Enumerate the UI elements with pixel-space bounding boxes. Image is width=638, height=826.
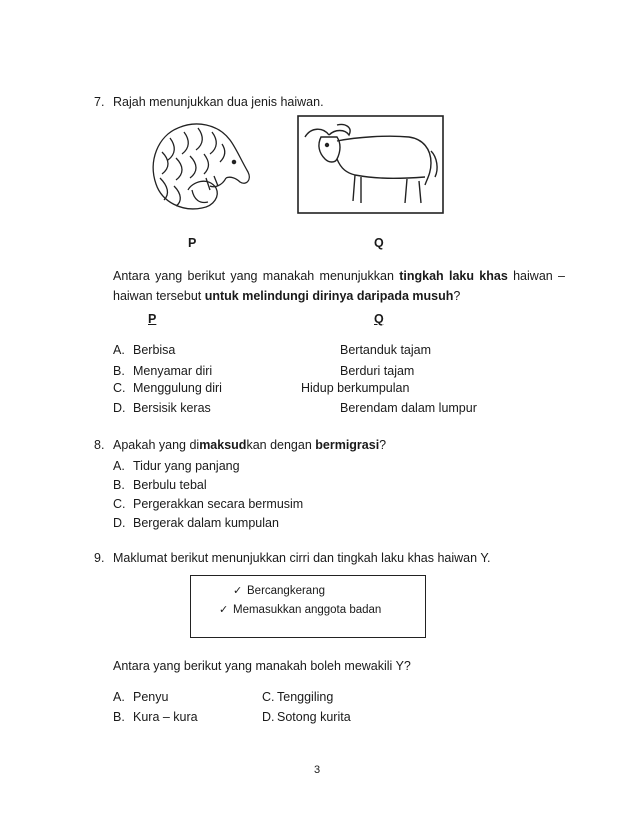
info-box-item-text: Memasukkan anggota badan [233, 604, 382, 616]
q8-stem-part: Apakah yang di [113, 438, 200, 452]
q7-instruction-bold: untuk melindungi dirinya daripada musuh [204, 289, 454, 303]
option-q-text: Berendam dalam lumpur [340, 401, 477, 415]
q7-instruction-part: ? [453, 289, 461, 303]
q8-stem [113, 437, 386, 453]
label-p: P [188, 236, 197, 250]
option-letter: B. [113, 710, 125, 724]
checkmark-icon: ✓ [233, 585, 243, 597]
option-letter: A. [113, 690, 125, 704]
option-letter: D. [262, 710, 275, 724]
option-letter: B. [113, 364, 125, 378]
info-box-item [233, 584, 325, 598]
option-q-text: Berduri tajam [340, 364, 415, 378]
q9-question: Antara yang berikut yang manakah boleh mewakili Y? [113, 659, 411, 673]
option-text: Sotong kurita [277, 710, 351, 724]
q8-stem-part: kan dengan [246, 438, 316, 452]
option-text: Penyu [133, 690, 169, 704]
option-text: Kura – kura [133, 710, 198, 724]
q8-stem-bold: bermigrasi [315, 438, 380, 452]
q7-instruction-part: Antara yang berikut yang manakah menunjukkan [113, 269, 400, 283]
option-letter: D. [113, 516, 126, 530]
col-header-p: P [148, 312, 157, 326]
option-letter: A. [113, 459, 125, 473]
buffalo-illustration [297, 115, 445, 215]
option-letter: D. [113, 401, 126, 415]
q7-number: 7. [94, 95, 105, 109]
option-letter: C. [113, 497, 126, 511]
info-box-item-text: Bercangkerang [247, 585, 325, 597]
option-q-text: Hidup berkumpulan [301, 381, 410, 395]
option-letter: B. [113, 478, 125, 492]
option-letter: C. [113, 381, 126, 395]
pangolin-illustration [148, 116, 256, 216]
option-p-text: Bersisik keras [133, 401, 211, 415]
info-box [190, 575, 426, 638]
option-text: Tenggiling [277, 690, 334, 704]
option-text: Tidur yang panjang [133, 459, 240, 473]
option-text: Pergerakkan secara bermusim [133, 497, 304, 511]
q7-instruction [113, 266, 565, 306]
option-p-text: Menggulung diri [133, 381, 222, 395]
option-p-text: Menyamar diri [133, 364, 213, 378]
q7-instruction-part: haiwan – haiwan tersebut [113, 269, 565, 303]
option-p-text: Berbisa [133, 343, 176, 357]
info-box-item [219, 603, 381, 617]
checkmark-icon: ✓ [219, 604, 229, 616]
q7-stem: Rajah menunjukkan dua jenis haiwan. [113, 95, 324, 109]
label-q: Q [374, 236, 384, 250]
option-text: Berbulu tebal [133, 478, 207, 492]
option-letter: A. [113, 343, 125, 357]
q7-instruction-bold: tingkah laku khas [399, 269, 508, 283]
q8-stem-part: ? [379, 438, 387, 452]
option-letter: C. [262, 690, 275, 704]
q9-stem: Maklumat berikut menunjukkan cirri dan tingkah laku khas haiwan Y. [113, 551, 491, 565]
col-header-q: Q [374, 312, 384, 326]
page-number: 3 [314, 764, 321, 776]
q9-number: 9. [94, 551, 105, 565]
option-text: Bergerak dalam kumpulan [133, 516, 279, 530]
option-q-text: Bertanduk tajam [340, 343, 432, 357]
q8-number: 8. [94, 438, 105, 452]
q8-stem-bold: maksud [199, 438, 247, 452]
